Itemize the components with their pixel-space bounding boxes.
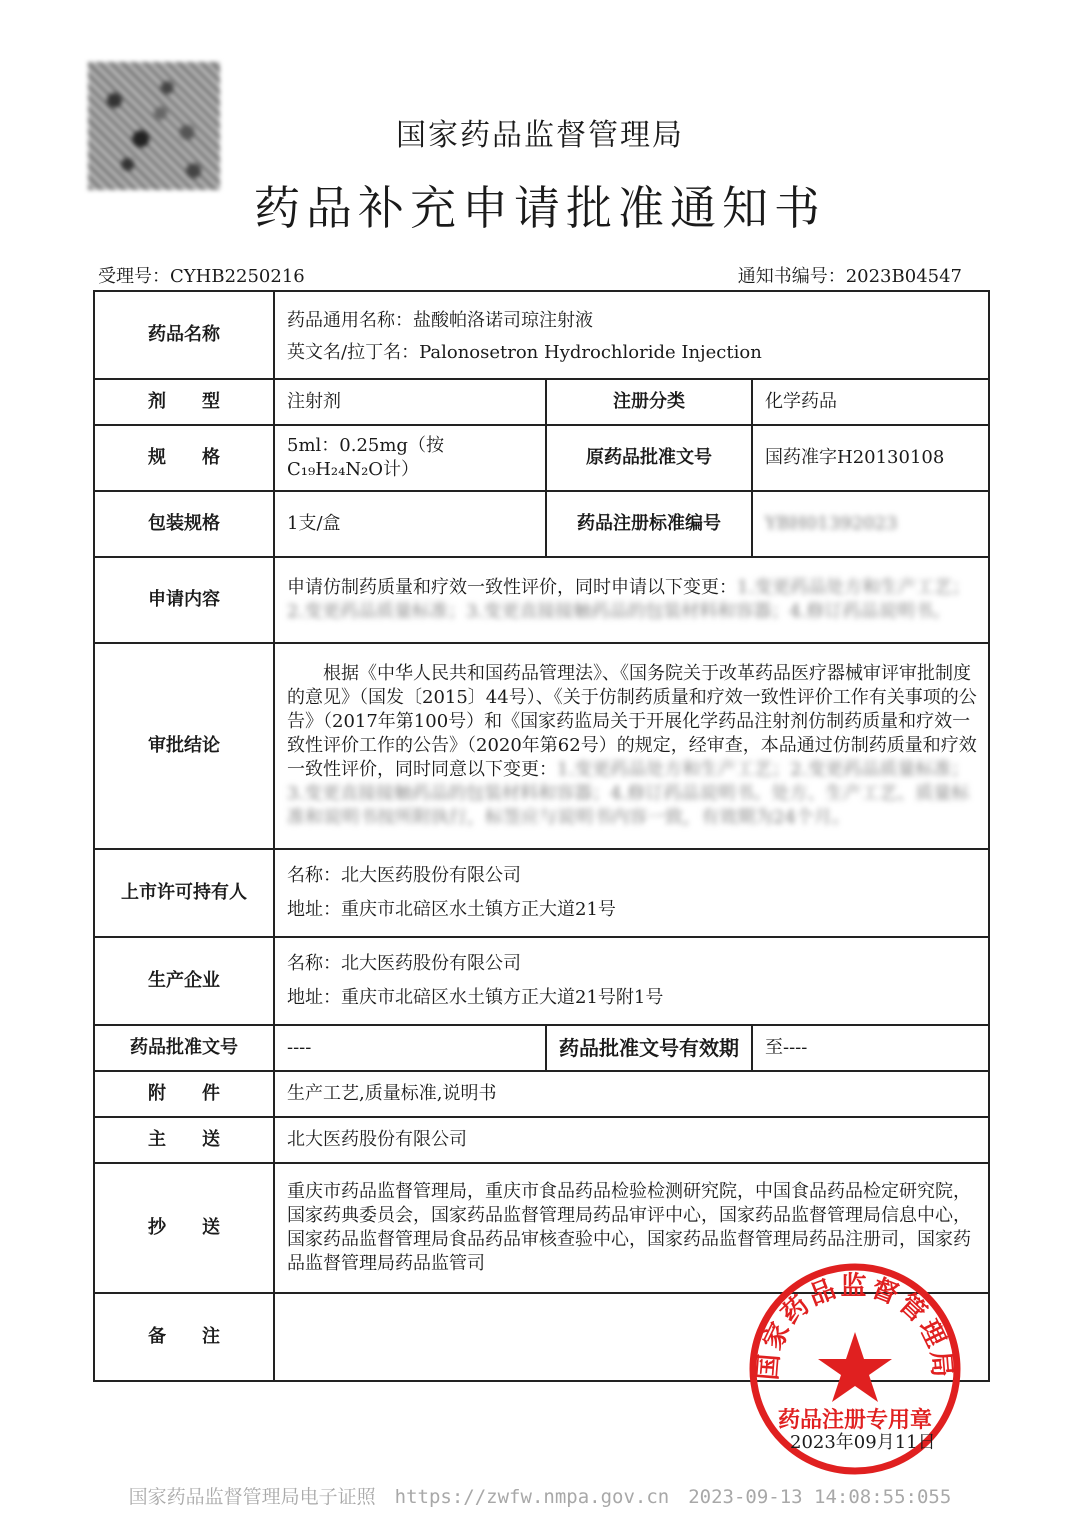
standard-no-label: 药品注册标准编号	[546, 491, 752, 557]
generic-name: 药品通用名称：盐酸帕洛诺司琼注射液	[287, 310, 593, 331]
conclusion-text: 根据《中华人民共和国药品管理法》、《国务院关于改革药品医疗器械审评审批制度的意见》（国发〔2015〕44号）、《关于仿制药质量和疗效一致性评价工作有关事项的公告》（2017年第100号）和《国家药监局关于开展化学药品注射剂仿制药质量和疗效一致性评价工作的公告》（2020年第62号）的规定，经审查，本品通过仿制药质量和疗效一致性评价，同时同意以下变更：	[287, 663, 977, 780]
drug-name-label: 药品名称	[94, 291, 274, 379]
remarks-label: 备 注	[94, 1293, 274, 1381]
approval-no-label: 药品批准文号	[94, 1025, 274, 1071]
mah-label: 上市许可持有人	[94, 849, 274, 937]
english-name: 英文名/拉丁名：Palonosetron Hydrochloride Injection	[287, 342, 762, 363]
cc-label: 抄 送	[94, 1163, 274, 1293]
cc-value: 重庆市药品监督管理局，重庆市食品药品检验检测研究院，中国食品药品检定研究院，国家药典委员会，国家药品监督管理局药品审评中心，国家药品监督管理局信息中心，国家药品监督管理局食品药品审核查验中心，国家药品监督管理局药品注册司，国家药品监督管理局药品监管司	[274, 1163, 989, 1293]
issue-date: 2023年09月11日	[790, 1432, 936, 1453]
approval-no-value: ----	[274, 1025, 546, 1071]
mah-address: 地址：重庆市北碚区水土镇方正大道21号	[287, 899, 616, 920]
manufacturer-address: 地址：重庆市北碚区水土镇方正大道21号附1号	[287, 987, 664, 1008]
main-recipient-label: 主 送	[94, 1117, 274, 1163]
main-recipient-value: 北大医药股份有限公司	[274, 1117, 989, 1163]
standard-no-value: YBH01392023	[765, 513, 898, 534]
notice-number: 通知书编号：2023B04547	[737, 266, 962, 287]
issuing-organization: 国家药品监督管理局	[396, 118, 684, 153]
manufacturer-name: 名称：北大医药股份有限公司	[287, 953, 521, 974]
conclusion-label: 审批结论	[94, 643, 274, 849]
row-dosage-form	[94, 379, 989, 425]
application-blurred-text: 1.变更药品处方和生产工艺；2.变更药品质量标准；3.变更直接接触药品的包装材料和容器；4.修订药品说明书。	[287, 577, 971, 622]
orig-approval-label: 原药品批准文号	[546, 425, 752, 491]
manufacturer-label: 生产企业	[94, 937, 274, 1025]
row-application	[94, 557, 989, 643]
package-value: 1支/盒	[274, 491, 546, 557]
orig-approval-value: 国药准字H20130108	[752, 425, 989, 491]
acceptance-number: 受理号：CYHB2250216	[98, 266, 305, 287]
document-title: 药品补充申请批准通知书	[254, 181, 826, 235]
row-main-recipient	[94, 1117, 989, 1163]
validity-label: 药品批准文号有效期	[546, 1025, 752, 1071]
row-approval-no	[94, 1025, 989, 1071]
footer-watermark: 国家药品监督管理局电子证照 https://zwfw.nmpa.gov.cn 2023-09-13 14:08:55:055	[128, 1486, 952, 1508]
package-label: 包装规格	[94, 491, 274, 557]
application-text: 申请仿制药质量和疗效一致性评价，同时申请以下变更：	[287, 577, 737, 598]
row-package	[94, 491, 989, 557]
conclusion-blurred-text: 1.变更药品处方和生产工艺；2.变更药品质量标准；3.变更直接接触药品的包装材料和容器；4.修订药品说明书。处方、生产工艺、质量标准和说明书按所附执行，标签应与说明书内容一致，有效期为24个月。	[287, 759, 970, 828]
spec-value: 5ml：0.25mg（按C₁₉H₂₄N₂O计）	[274, 425, 546, 491]
reg-class-label: 注册分类	[546, 379, 752, 425]
row-mah	[94, 849, 989, 937]
spec-label: 规 格	[94, 425, 274, 491]
mah-name: 名称：北大医药股份有限公司	[287, 865, 521, 886]
attachment-label: 附 件	[94, 1071, 274, 1117]
attachment-value: 生产工艺,质量标准,说明书	[274, 1071, 989, 1117]
svg-text:药品注册专用章: 药品注册专用章	[777, 1408, 933, 1433]
dosage-form-label: 剂 型	[94, 379, 274, 425]
approval-table	[93, 290, 990, 1382]
row-drug-name	[94, 291, 989, 379]
row-spec	[94, 425, 989, 491]
validity-value: 至----	[752, 1025, 989, 1071]
dosage-form-value: 注射剂	[274, 379, 546, 425]
svg-text:国家药品监督管理局: 国家药品监督管理局	[753, 1271, 957, 1382]
row-conclusion	[94, 643, 989, 849]
row-attachment	[94, 1071, 989, 1117]
row-manufacturer	[94, 937, 989, 1025]
reg-class-value: 化学药品	[752, 379, 989, 425]
application-label: 申请内容	[94, 557, 274, 643]
